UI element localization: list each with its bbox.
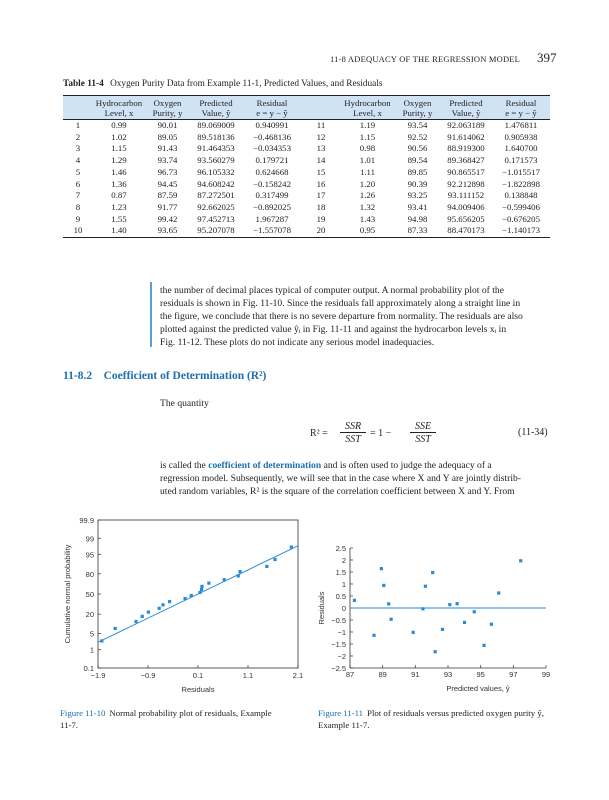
table-cell: 5 bbox=[75, 166, 81, 177]
table-cell: 92.063189 bbox=[447, 120, 485, 130]
section-title: Coefficient of Determination (R²) bbox=[103, 370, 267, 382]
header-line1: Residual bbox=[505, 98, 537, 108]
table-cell: 4 bbox=[75, 155, 81, 166]
para1-line: the figure, we conclude that there is no severe departure from normality. The residuals are also bbox=[160, 311, 523, 322]
table-cell: 89.368427 bbox=[447, 155, 485, 166]
table-caption bbox=[63, 79, 382, 89]
table-cell: 92.52 bbox=[407, 131, 428, 142]
table-row bbox=[63, 190, 550, 202]
table-row bbox=[63, 179, 550, 191]
y-tick-label: 1 bbox=[89, 645, 94, 655]
data-point bbox=[497, 591, 500, 594]
table-cell: 1.36 bbox=[111, 178, 127, 189]
table-cell: 1.23 bbox=[111, 201, 127, 212]
data-point bbox=[141, 615, 144, 618]
table-cell: −1.140173 bbox=[492, 225, 550, 237]
table-cell: 90.56 bbox=[407, 143, 428, 154]
para2-line2: regression model. Subsequently, we will see that in the case where X and Y are jointly distrib- bbox=[160, 473, 522, 484]
y-tick-label: −2 bbox=[337, 652, 346, 661]
y-tick-label: 80 bbox=[85, 569, 94, 579]
header-line1: Hydrocarbon bbox=[95, 98, 143, 108]
table-cell: 93.41 bbox=[407, 201, 428, 212]
fit-line bbox=[98, 546, 298, 642]
data-point bbox=[490, 623, 493, 626]
y-tick-label: 1.5 bbox=[335, 568, 346, 577]
table-cell: 96.105332 bbox=[197, 166, 235, 177]
table-row bbox=[63, 120, 550, 132]
x-tick-label: 95 bbox=[476, 670, 485, 679]
table-cell: 93.54 bbox=[407, 120, 428, 130]
table-row bbox=[63, 225, 550, 237]
table-cell: 94.009406 bbox=[447, 201, 485, 212]
para2-line1 bbox=[160, 459, 558, 472]
running-title: 11-8 ADEQUACY OF THE REGRESSION MODEL bbox=[330, 54, 521, 64]
data-point bbox=[431, 571, 434, 574]
table-cell: 88.470173 bbox=[440, 225, 492, 237]
table-cell: 1.15 bbox=[359, 131, 376, 142]
table-cell: 92.212898 bbox=[447, 178, 485, 189]
table-cell: 0.940991 bbox=[255, 120, 289, 130]
table-cell: 18 bbox=[316, 201, 326, 212]
table-cell: 93.111152 bbox=[447, 190, 485, 201]
table-cell: 87.33 bbox=[395, 225, 440, 237]
x-tick-label: −1.9 bbox=[90, 671, 106, 680]
table-cell: 93.74 bbox=[157, 155, 178, 166]
table-cell: 90.865517 bbox=[447, 166, 485, 177]
table-header-cell bbox=[63, 96, 93, 120]
table-cell: 14 bbox=[316, 155, 326, 166]
figure-caption-text: Plot of residuals versus predicted oxygen purity ŷ, Example 11-7. bbox=[318, 708, 544, 730]
table-cell: −0.892025 bbox=[253, 201, 291, 212]
data-point bbox=[380, 567, 383, 570]
table-cell: 89.05 bbox=[157, 131, 178, 142]
table-cell: 94.608242 bbox=[197, 178, 235, 189]
x-tick-label: 0.1 bbox=[192, 671, 204, 680]
table-cell: 1.640700 bbox=[504, 143, 538, 154]
table-header-cell bbox=[302, 96, 340, 120]
table-cell: 96.73 bbox=[157, 166, 178, 177]
data-point bbox=[114, 627, 117, 630]
table-cell: 1.476811 bbox=[504, 120, 538, 130]
table-cell: 1.02 bbox=[111, 131, 127, 142]
table-header-row bbox=[63, 96, 550, 120]
eq-frac1-num: SSR bbox=[340, 421, 366, 433]
data-point bbox=[421, 607, 424, 610]
data-point bbox=[441, 628, 444, 631]
table-cell: 9 bbox=[75, 213, 81, 224]
table-row bbox=[63, 202, 550, 214]
table-cell: −1.015517 bbox=[502, 166, 540, 177]
data-point bbox=[463, 621, 466, 624]
x-tick-label: 2.1 bbox=[292, 671, 304, 680]
data-point bbox=[223, 578, 226, 581]
table-header-cell bbox=[440, 96, 492, 120]
data-point bbox=[390, 618, 393, 621]
header-line2 bbox=[302, 108, 340, 118]
figure-11-11-caption bbox=[318, 708, 558, 731]
table-cell: 91.43 bbox=[157, 143, 178, 154]
eq-frac2-num: SSE bbox=[410, 421, 436, 433]
para1-line: plotted against the predicted value ŷᵢ in Fig. 11-11 and against the hydrocarbon levels xᵢ in bbox=[160, 324, 507, 335]
header-line1 bbox=[302, 98, 340, 108]
table-cell: 15 bbox=[316, 166, 326, 177]
data-point bbox=[448, 603, 451, 606]
data-point bbox=[161, 603, 164, 606]
data-point bbox=[273, 558, 276, 561]
table-cell: 95.207078 bbox=[190, 225, 242, 237]
table-cell: 0.138848 bbox=[504, 190, 538, 201]
header-line1 bbox=[63, 98, 93, 108]
para1-line: the number of decimal places typical of computer output. A normal probability plot of the bbox=[160, 285, 504, 296]
eq-lhs: R² = bbox=[310, 428, 328, 439]
data-point bbox=[434, 650, 437, 653]
table-row bbox=[63, 214, 550, 226]
table-cell: 20 bbox=[302, 225, 340, 237]
para2-line3: uted random variables, R² is the square of the correlation coefficient between X and Y. From bbox=[160, 486, 515, 497]
table-cell: 1.40 bbox=[93, 225, 145, 237]
header-line1: Hydrocarbon bbox=[344, 98, 391, 108]
table-cell: 90.39 bbox=[407, 178, 428, 189]
table-cell: −0.599406 bbox=[502, 201, 540, 212]
table-cell: 1.11 bbox=[359, 166, 376, 177]
figure-caption-text: Normal probability plot of residuals, Example 11-7. bbox=[60, 708, 272, 730]
data-point bbox=[200, 588, 203, 591]
table-cell: 90.01 bbox=[157, 120, 178, 130]
table-cell: −0.468136 bbox=[253, 131, 291, 142]
residuals-table bbox=[63, 95, 550, 238]
x-tick-label: 97 bbox=[509, 670, 518, 679]
table-cell: 1.20 bbox=[359, 178, 376, 189]
x-axis-label: Residuals bbox=[181, 685, 215, 694]
y-tick-label: 95 bbox=[85, 550, 94, 560]
table-cell: 87.59 bbox=[157, 190, 178, 201]
running-header bbox=[0, 51, 609, 67]
table-cell: 12 bbox=[316, 131, 326, 142]
table-header-cell bbox=[145, 96, 190, 120]
table-cell: 1.19 bbox=[359, 120, 376, 130]
table-cell: 94.45 bbox=[157, 178, 178, 189]
table-row bbox=[63, 167, 550, 179]
header-line2: Purity, y bbox=[152, 108, 183, 118]
table-cell: 3 bbox=[75, 143, 81, 154]
table-cell: 1.32 bbox=[359, 201, 376, 212]
equation-number: (11-34) bbox=[518, 427, 548, 438]
data-point bbox=[198, 591, 201, 594]
table-body bbox=[63, 120, 550, 238]
data-point bbox=[265, 565, 268, 568]
table-cell: 0.317499 bbox=[255, 190, 289, 201]
table-cell: 0.179721 bbox=[255, 155, 289, 166]
table-cell: 1.46 bbox=[111, 166, 127, 177]
header-line2: Level, x bbox=[353, 108, 382, 118]
page-number: 397 bbox=[537, 50, 557, 65]
table-header-cell bbox=[492, 96, 550, 120]
header-line2: Value, ŷ bbox=[451, 108, 481, 118]
table-header-cell bbox=[242, 96, 302, 120]
y-tick-label: 5 bbox=[89, 629, 94, 639]
table-cell: 11 bbox=[316, 120, 326, 130]
header-line2: Level, x bbox=[104, 108, 134, 118]
table-cell: 16 bbox=[316, 178, 326, 189]
para1-line: residuals is shown in Fig. 11-10. Since the residuals fall approximately along a straight line in bbox=[160, 298, 521, 309]
y-tick-label: 2 bbox=[341, 556, 346, 565]
table-cell: 17 bbox=[316, 190, 326, 201]
header-line2 bbox=[63, 108, 93, 118]
y-tick-label: 99.9 bbox=[79, 516, 94, 525]
figure-11-11-residual-plot bbox=[314, 540, 554, 700]
table-cell: 89.518136 bbox=[197, 131, 235, 142]
section-heading bbox=[63, 370, 266, 382]
table-row bbox=[63, 143, 550, 155]
table-cell: 1.15 bbox=[111, 143, 127, 154]
data-point bbox=[412, 631, 415, 634]
table-cell: 0.95 bbox=[340, 225, 395, 237]
y-tick-label: −2.5 bbox=[331, 664, 346, 673]
table-cell: 91.614062 bbox=[447, 131, 485, 142]
table-cell: 1.43 bbox=[359, 213, 376, 224]
y-tick-label: 20 bbox=[85, 610, 94, 620]
table-cell: 0.905938 bbox=[504, 131, 538, 142]
data-point bbox=[158, 607, 161, 610]
term-coefficient-of-determination: coefficient of determination bbox=[208, 460, 322, 471]
y-tick-label: −1.5 bbox=[331, 640, 346, 649]
figure-label: Figure 11-10 bbox=[60, 708, 106, 718]
y-tick-label: −1 bbox=[337, 628, 346, 637]
header-line2: e = y − ŷ bbox=[256, 108, 288, 118]
header-line2: e = y − ŷ bbox=[505, 108, 537, 118]
header-line1: Oxygen bbox=[403, 98, 432, 108]
table-cell: 93.560279 bbox=[197, 155, 235, 166]
x-tick-label: 93 bbox=[443, 670, 453, 679]
figure-11-10-normal-probability-plot bbox=[60, 512, 310, 702]
data-point bbox=[100, 639, 103, 642]
y-tick-label: 2.5 bbox=[335, 544, 346, 553]
header-line1: Predicted bbox=[449, 98, 483, 108]
para2-text: is called the bbox=[160, 460, 209, 471]
table-cell: 13 bbox=[316, 143, 326, 154]
data-point bbox=[456, 602, 459, 605]
table-row bbox=[63, 132, 550, 144]
table-cell: −0.676205 bbox=[502, 213, 540, 224]
data-point bbox=[382, 584, 385, 587]
eq-frac2-den: SST bbox=[415, 434, 431, 445]
section-number: 11-8.2 bbox=[63, 370, 93, 382]
data-point bbox=[190, 594, 193, 597]
table-cell: 8 bbox=[75, 201, 81, 212]
y-tick-label: 99 bbox=[85, 534, 94, 544]
y-tick-label: 0.1 bbox=[83, 664, 94, 673]
table-cell: 91.464353 bbox=[197, 143, 235, 154]
header-line2: Value, ŷ bbox=[201, 108, 231, 118]
y-tick-label: 1 bbox=[341, 580, 346, 589]
x-tick-label: 99 bbox=[541, 670, 551, 679]
table-cell: 10 bbox=[63, 225, 93, 237]
table-cell: 0.98 bbox=[359, 143, 376, 154]
data-point bbox=[473, 610, 476, 613]
table-cell: −0.158242 bbox=[253, 178, 291, 189]
data-point bbox=[353, 599, 356, 602]
table-header-cell bbox=[395, 96, 440, 120]
eq-frac1-den: SST bbox=[345, 434, 361, 445]
margin-bar bbox=[150, 282, 152, 347]
x-tick-label: 89 bbox=[378, 670, 387, 679]
table-cell: 92.662025 bbox=[197, 201, 235, 212]
table-cell: 1.01 bbox=[359, 155, 376, 166]
y-axis-label: Cumulative normal probability bbox=[63, 544, 72, 644]
header-line1: Predicted bbox=[199, 98, 233, 108]
table-cell: 1 bbox=[75, 120, 81, 130]
table-cell: −0.034353 bbox=[253, 143, 291, 154]
x-tick-label: −0.9 bbox=[140, 671, 156, 680]
y-tick-label: 50 bbox=[85, 590, 94, 599]
table-cell: 89.54 bbox=[407, 155, 428, 166]
data-point bbox=[482, 644, 485, 647]
data-point bbox=[134, 620, 137, 623]
eq-mid: = 1 − bbox=[370, 428, 392, 439]
table-cell: 93.65 bbox=[145, 225, 190, 237]
data-point bbox=[519, 559, 522, 562]
table-header-cell bbox=[190, 96, 242, 120]
para1-line: Fig. 11-12. These plots do not indicate any serious model inadequacies. bbox=[160, 337, 435, 348]
table-cell: −1.557078 bbox=[242, 225, 302, 237]
table-cell: 0.87 bbox=[111, 190, 127, 201]
table-cell: 89.85 bbox=[407, 166, 428, 177]
para2-text: and is often used to judge the adequacy of a bbox=[321, 460, 492, 471]
table-cell: 1.55 bbox=[111, 213, 127, 224]
data-point bbox=[200, 585, 203, 588]
table-cell: 0.171573 bbox=[504, 155, 538, 166]
table-cell: 0.99 bbox=[111, 120, 127, 130]
header-line1: Residual bbox=[256, 98, 288, 108]
y-axis-label: Residuals bbox=[317, 591, 326, 625]
data-point bbox=[147, 610, 150, 613]
paragraph-residual-discussion bbox=[160, 284, 558, 349]
header-line1: Oxygen bbox=[153, 98, 182, 108]
table-cell: 97.452713 bbox=[197, 213, 235, 224]
x-tick-label: 87 bbox=[345, 670, 355, 679]
table-cell: 89.069009 bbox=[197, 120, 235, 130]
x-axis-label: Predicted values, ŷ bbox=[446, 684, 510, 693]
table-cell: 7 bbox=[75, 190, 81, 201]
data-point bbox=[290, 545, 293, 548]
data-point bbox=[207, 582, 210, 585]
table-cell: −1.822898 bbox=[502, 178, 540, 189]
table-label: Table 11-4 bbox=[63, 79, 104, 89]
table-cell: 95.656205 bbox=[447, 213, 485, 224]
table-cell: 19 bbox=[316, 213, 326, 224]
table-header-cell bbox=[340, 96, 395, 120]
data-point bbox=[424, 585, 427, 588]
data-point bbox=[183, 597, 186, 600]
figure-11-10-caption bbox=[60, 708, 280, 731]
table-cell: 0.624668 bbox=[255, 166, 289, 177]
table-cell: 6 bbox=[75, 178, 81, 189]
table-cell: 87.272501 bbox=[197, 190, 235, 201]
data-point bbox=[168, 600, 171, 603]
paragraph-coefficient bbox=[160, 459, 558, 498]
table-header-cell bbox=[93, 96, 145, 120]
y-tick-label: −0.5 bbox=[331, 616, 346, 625]
table-cell: 2 bbox=[75, 131, 81, 142]
table-cell: 1.26 bbox=[359, 190, 376, 201]
y-tick-label: 0 bbox=[341, 604, 346, 613]
data-point bbox=[237, 574, 240, 577]
data-point bbox=[372, 634, 375, 637]
figure-label: Figure 11-11 bbox=[318, 708, 364, 718]
x-tick-label: 1.1 bbox=[242, 671, 254, 680]
data-point bbox=[387, 602, 390, 605]
data-point bbox=[238, 570, 241, 573]
table-cell: 94.98 bbox=[407, 213, 428, 224]
header-line2: Purity, y bbox=[402, 108, 433, 118]
table-row bbox=[63, 155, 550, 167]
table-cell: 1.967287 bbox=[255, 213, 289, 224]
table-cell: 91.77 bbox=[157, 201, 178, 212]
y-tick-label: 0.5 bbox=[335, 592, 346, 601]
table-cell: 88.919300 bbox=[447, 143, 485, 154]
table-caption-text: Oxygen Purity Data from Example 11-1, Predicted Values, and Residuals bbox=[110, 79, 383, 89]
table-cell: 93.25 bbox=[407, 190, 428, 201]
quantity-text: The quantity bbox=[160, 398, 209, 409]
x-tick-label: 91 bbox=[411, 670, 420, 679]
table-cell: 1.29 bbox=[111, 155, 127, 166]
table-cell: 99.42 bbox=[157, 213, 178, 224]
